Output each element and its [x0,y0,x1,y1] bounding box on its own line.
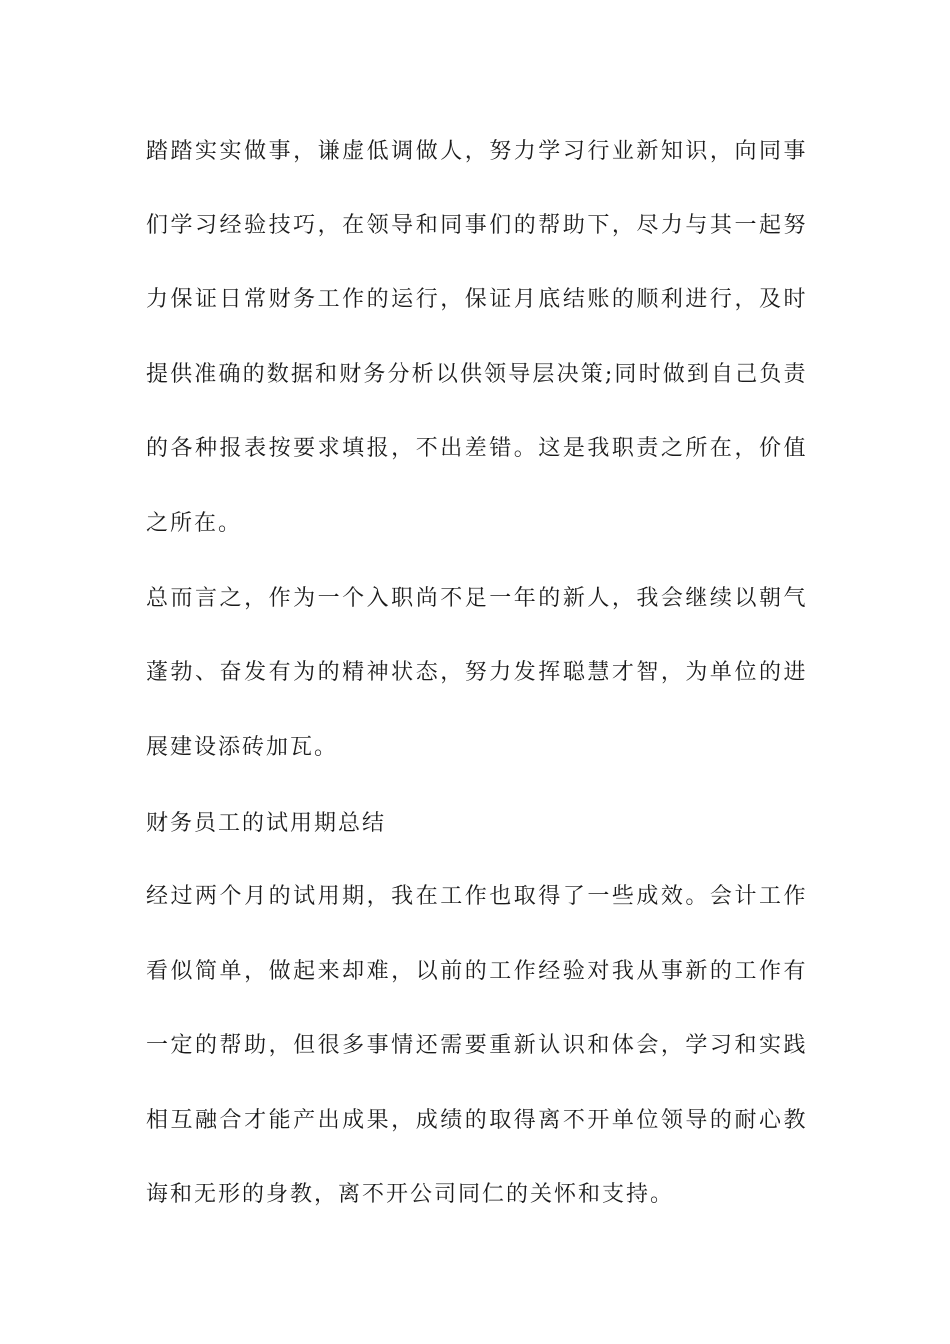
paragraph-2-line-1: 总而言之，作为一个入职尚不足一年的新人，我会继续以朝气 [146,586,806,611]
paragraph-1-line-2: 们学习经验技巧，在领导和同事们的帮助下，尽力与其一起努 [146,213,806,238]
paragraph-2-line-2: 蓬勃、奋发有为的精神状态，努力发挥聪慧才智，为单位的进 [146,660,806,685]
paragraph-3-line-4: 相互融合才能产出成果，成绩的取得离不开单位领导的耐心教 [146,1108,806,1133]
paragraph-3-line-3: 一定的帮助，但很多事情还需要重新认识和体会，学习和实践 [146,1033,806,1058]
paragraph-1-line-1: 踏踏实实做事，谦虚低调做人，努力学习行业新知识，向同事 [146,139,806,164]
paragraph-3-line-5: 诲和无形的身教，离不开公司同仁的关怀和支持。 [146,1182,675,1207]
section-heading: 财务员工的试用期总结 [146,811,387,836]
paragraph-1-line-4: 提供准确的数据和财务分析以供领导层决策;同时做到自己负责 [146,362,806,387]
paragraph-2-line-3: 展建设添砖加瓦。 [146,735,339,760]
paragraph-1-line-6: 之所在。 [146,511,243,536]
paragraph-1-line-5: 的各种报表按要求填报，不出差错。这是我职责之所在，价值 [146,436,806,461]
paragraph-1-line-3: 力保证日常财务工作的运行，保证月底结账的顺利进行，及时 [146,287,806,312]
paragraph-3-line-1: 经过两个月的试用期，我在工作也取得了一些成效。会计工作 [146,884,806,909]
paragraph-3-line-2: 看似简单，做起来却难，以前的工作经验对我从事新的工作有 [146,959,806,984]
